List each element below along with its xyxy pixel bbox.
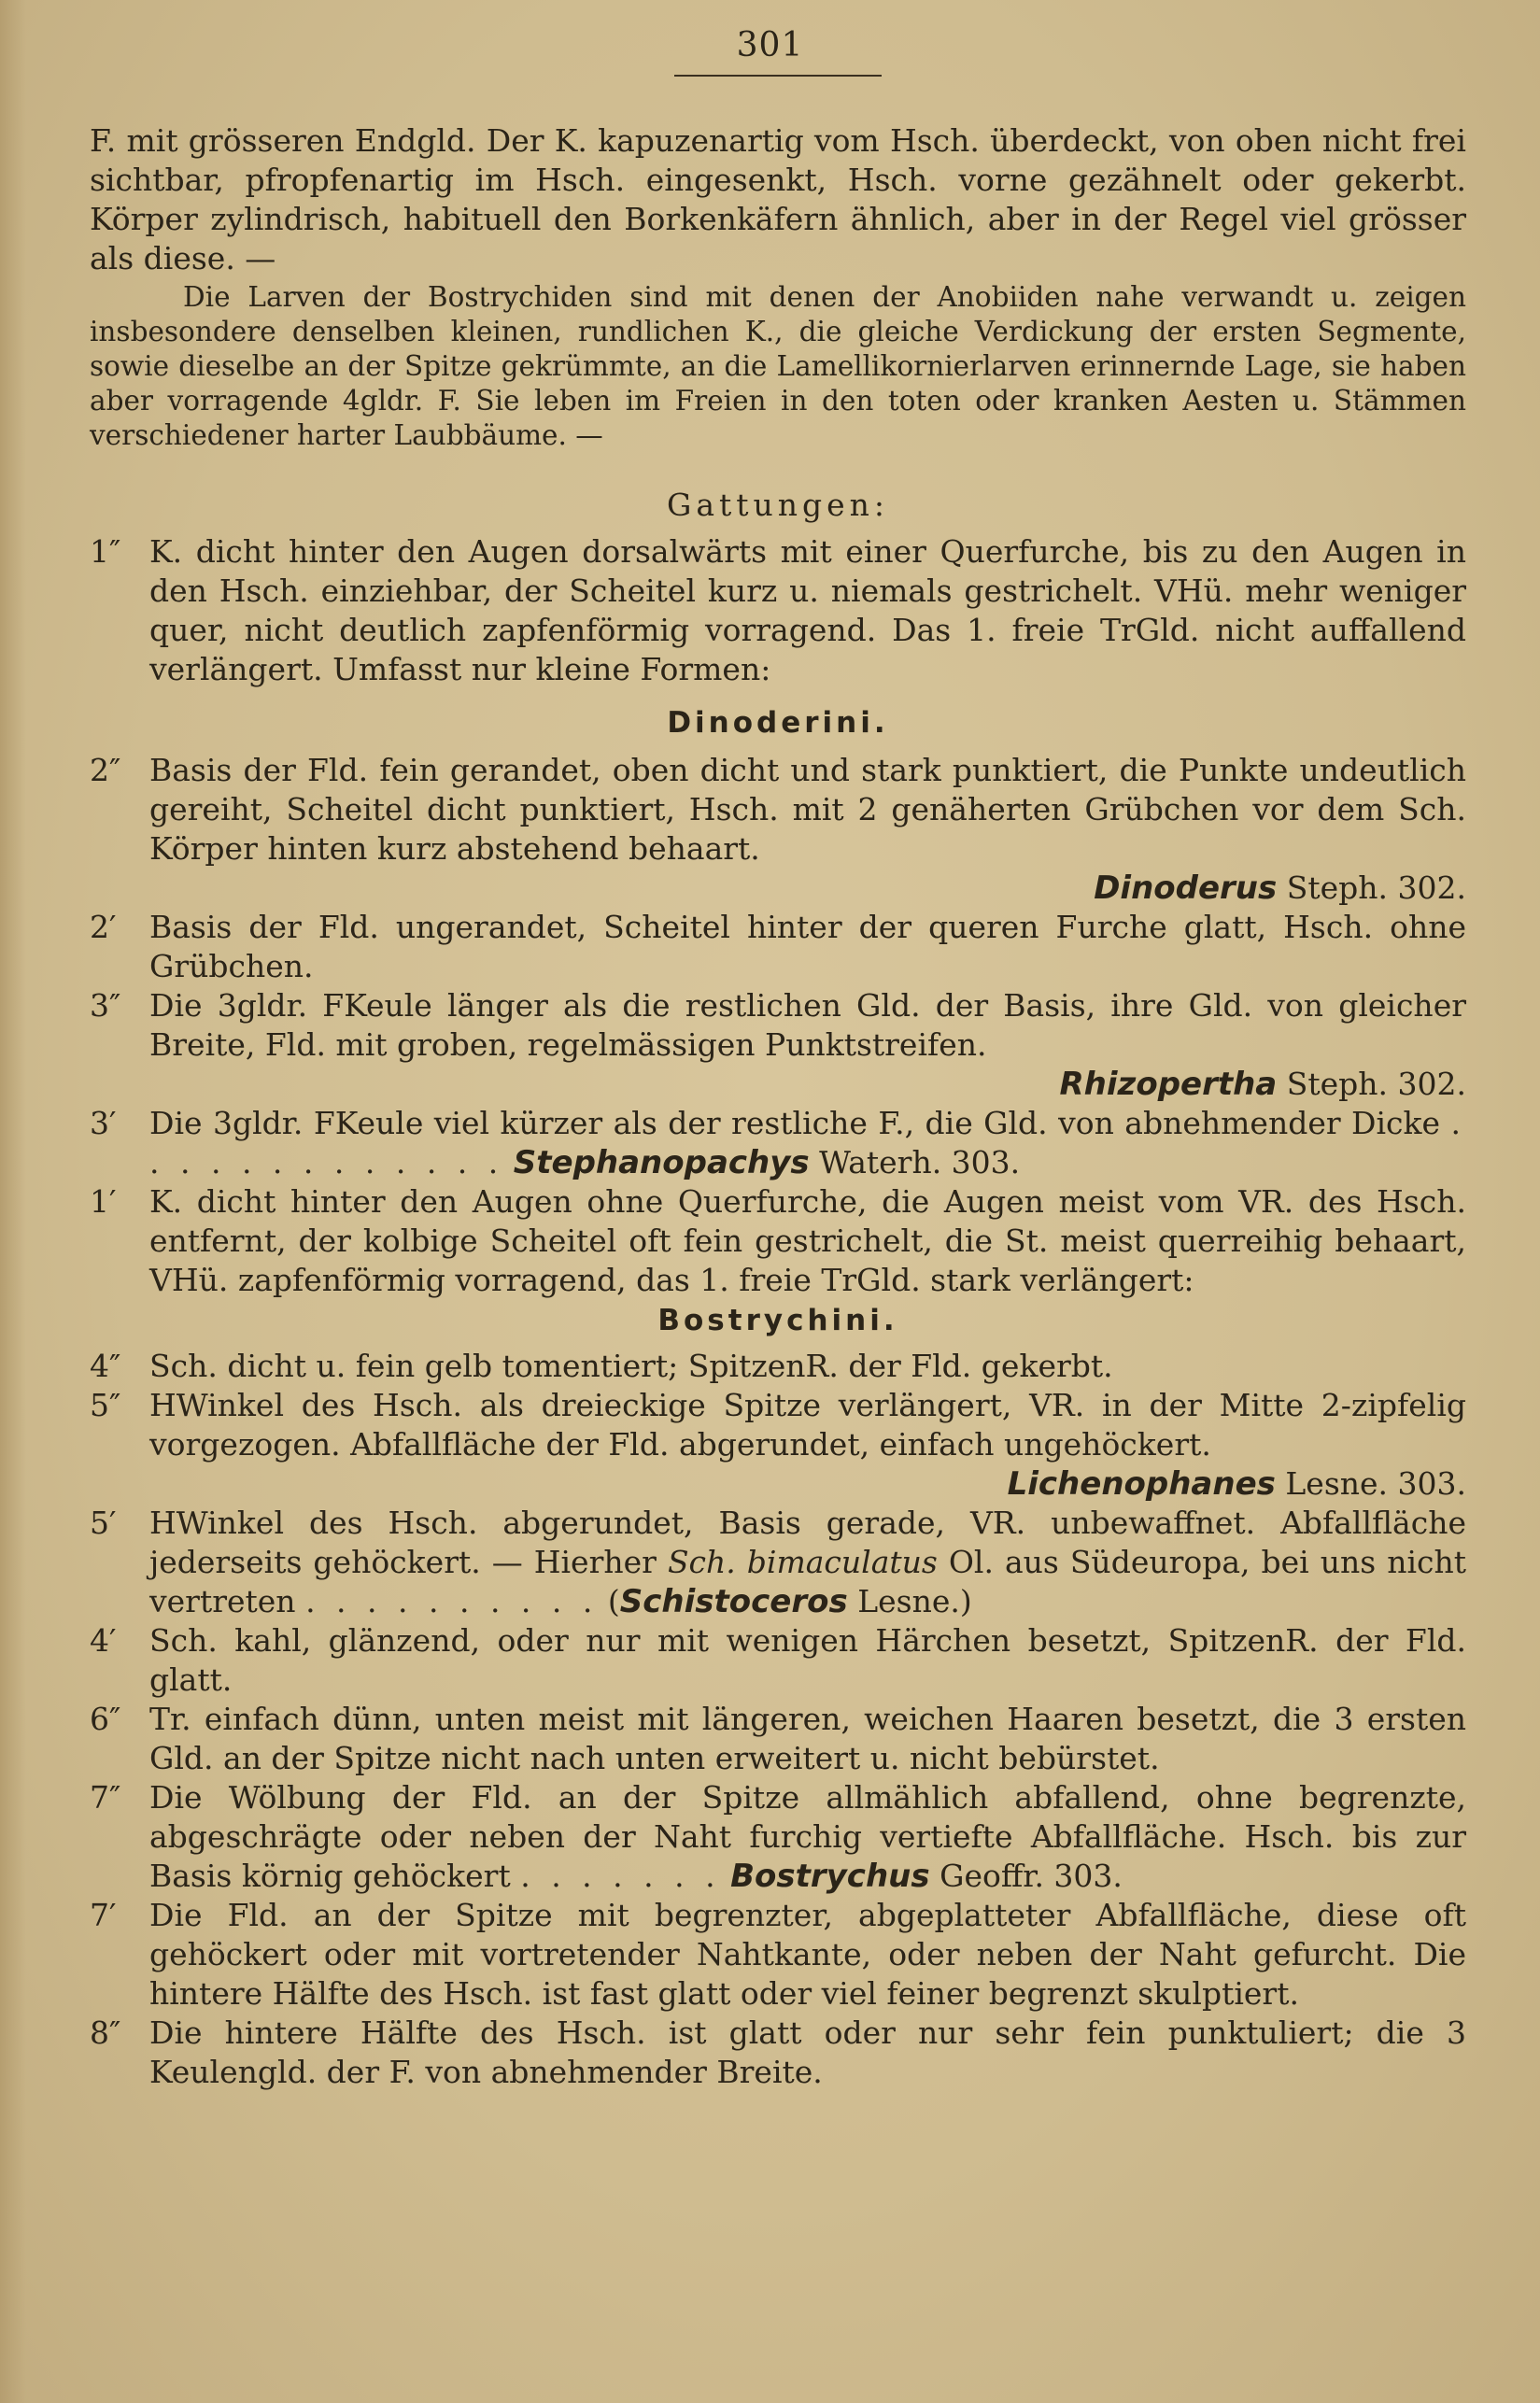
key-entry-4a xyxy=(90,1347,1466,1386)
genus-name: Stephanopachys xyxy=(513,1144,810,1181)
page-number: 301 xyxy=(736,26,804,64)
page-edge-shadow xyxy=(0,0,26,2403)
leader-dots: . . . . . . . xyxy=(520,1858,721,1894)
genus-author: Geoffr. 303. xyxy=(940,1858,1123,1894)
key-number: 8″ xyxy=(90,2014,121,2051)
key-number: 2″ xyxy=(90,752,121,788)
genus-name: Bostrychus xyxy=(730,1858,930,1895)
key-number: 7″ xyxy=(90,1779,121,1816)
gattungen-heading: Gattungen: xyxy=(666,487,890,523)
key-text: Die 3gldr. FKeule länger als die restlichen Gld. der Basis, ihre Gld. von gleicher Breite, Fld. mit groben, regelmässigen Punktstreifen. xyxy=(149,987,1466,1063)
key-text xyxy=(149,1504,1466,1621)
key-number: 7′ xyxy=(90,1897,117,1933)
genus-name: Rhizopertha xyxy=(1059,1066,1278,1103)
tribe-heading-dinoderini: Dinoderini. xyxy=(667,706,889,740)
page-content xyxy=(90,121,1466,2092)
key-number: 1′ xyxy=(90,1183,117,1220)
genus-author: Steph. 302. xyxy=(1286,1066,1466,1102)
key-number: 3′ xyxy=(90,1105,117,1141)
page-header xyxy=(0,26,1540,64)
key-text-part: Die 3gldr. FKeule viel kürzer als der restliche F., die Gld. von abnehmender Dicke xyxy=(149,1105,1441,1141)
key-text xyxy=(149,1104,1466,1182)
open-paren: ( xyxy=(607,1583,620,1619)
key-text-part: HWinkel des Hsch. abgerundet, Basis gerade, VR. unbewaffnet. Abfallfläche jederseits gehöckert. — Hierher xyxy=(149,1505,1466,1580)
genus-author: Lesne. 303. xyxy=(1285,1465,1466,1502)
leader-dots: . . . . . . . . . . . . . xyxy=(149,1105,1467,1180)
genus-name: Schistoceros xyxy=(619,1583,848,1620)
key-text: Tr. einfach dünn, unten meist mit längeren, weichen Haaren besetzt, die 3 ersten Gld. an der Spitze nicht nach unten erweitert u. nicht bebürstet. xyxy=(149,1701,1466,1776)
key-text: Sch. dicht u. fein gelb tomentiert; SpitzenR. der Fld. gekerbt. xyxy=(149,1348,1113,1384)
key-text: K. dicht hinter den Augen ohne Querfurche, die Augen meist vom VR. des Hsch. entfernt, der kolbige Scheitel oft fein gestrichelt, die St. meist querreihig behaart, VHü. zapfenförmig vorragend, das 1. freie TrGld. stark verlängert: xyxy=(149,1183,1466,1298)
intro-paragraph: F. mit grösseren Endgld. Der K. kapuzenartig vom Hsch. überdeckt, von oben nicht frei sichtbar, pfropfenartig im Hsch. eingesenkt, Hsch. vorne gezähnelt oder gekerbt. Körper zylindrisch, habituell den Borkenkäfern ähnlich, aber in der Regel viel grösser als diese. — xyxy=(90,122,1466,276)
leader-dots: . . . . . . . . . . xyxy=(305,1583,599,1619)
key-entry-7b xyxy=(90,1896,1466,2014)
larvae-paragraph: Die Larven der Bostrychiden sind mit denen der Anobiiden nahe verwandt u. zeigen insbesondere denselben kleinen, rundlichen K., die gleiche Verdickung der ersten Segmente, sowie dieselbe an der Spitze gekrümmte, an die Lamellikornierlarven erinnernde Lage, sie haben aber vorragende 4gldr. F. Sie leben im Freien in den toten oder kranken Aesten u. Stämmen verschiedener harter Laubbäume. — xyxy=(90,281,1466,451)
key-number: 2′ xyxy=(90,909,117,945)
key-number: 4′ xyxy=(90,1622,117,1659)
key-entry-1a xyxy=(90,532,1466,689)
key-entry-5b xyxy=(90,1504,1466,1621)
key-text: Die Fld. an der Spitze mit begrenzter, abgeplatteter Abfallfläche, diese oft gehöckert oder mit vortretender Nahtkante, oder neben der Naht gefurcht. Die hintere Hälfte des Hsch. ist fast glatt oder viel feiner begrenzt skulptiert. xyxy=(149,1897,1466,2012)
key-entry-5a xyxy=(90,1386,1466,1504)
key-text: Die hintere Hälfte des Hsch. ist glatt oder nur sehr fein punktuliert; die 3 Keulengld. der F. von abnehmender Breite. xyxy=(149,2014,1466,2090)
genus-name: Dinoderus xyxy=(1094,869,1278,907)
genus-line xyxy=(149,1464,1466,1504)
key-entry-8a xyxy=(90,2014,1466,2092)
key-entry-3b xyxy=(90,1104,1466,1182)
key-entry-2a xyxy=(90,751,1466,908)
key-entry-6a xyxy=(90,1700,1466,1778)
tribe-heading-bostrychini: Bostrychini. xyxy=(657,1304,898,1337)
genus-line xyxy=(149,869,1466,908)
key-number: 4″ xyxy=(90,1348,121,1384)
key-text xyxy=(149,1778,1466,1896)
key-entry-7a xyxy=(90,1778,1466,1896)
genus-author: Steph. 302. xyxy=(1286,869,1466,906)
key-entry-4b xyxy=(90,1621,1466,1700)
key-entry-3a xyxy=(90,986,1466,1104)
key-text-part: Die Wölbung der Fld. an der Spitze allmählich abfallend, ohne begrenzte, abgeschrägte oder neben der Naht furchig vertiefte Abfallfläche. Hsch. bis zur Basis körnig gehöckert xyxy=(149,1779,1466,1894)
genus-line xyxy=(149,1065,1466,1104)
key-text: K. dicht hinter den Augen dorsalwärts mit einer Querfurche, bis zu den Augen in den Hsch. einziehbar, der Scheitel kurz u. niemals gestrichelt. VHü. mehr weniger quer, nicht deutlich zapfenförmig vorragend. Das 1. freie TrGld. nicht auffallend verlängert. Umfasst nur kleine Formen: xyxy=(149,533,1466,687)
key-text: Sch. kahl, glänzend, oder nur mit wenigen Härchen besetzt, SpitzenR. der Fld. glatt. xyxy=(149,1622,1466,1698)
genus-author: Waterh. 303. xyxy=(819,1144,1021,1180)
genus-author: Lesne.) xyxy=(857,1583,972,1619)
key-number: 3″ xyxy=(90,987,121,1024)
key-entry-1b xyxy=(90,1182,1466,1300)
key-text-part: Ol. aus Südeuropa, bei uns nicht vertreten xyxy=(149,1544,1466,1619)
key-number: 1″ xyxy=(90,533,121,570)
key-number: 5′ xyxy=(90,1505,117,1541)
species-name: Sch. bimaculatus xyxy=(667,1544,938,1580)
key-text: Basis der Fld. ungerandet, Scheitel hinter der queren Furche glatt, Hsch. ohne Grübchen. xyxy=(149,909,1466,984)
header-rule xyxy=(674,75,882,77)
genus-name: Lichenophanes xyxy=(1007,1465,1276,1503)
key-number: 5″ xyxy=(90,1387,121,1423)
key-entry-2b xyxy=(90,908,1466,986)
key-text: HWinkel des Hsch. als dreieckige Spitze verlängert, VR. in der Mitte 2-zipfelig vorgezogen. Abfallfläche der Fld. abgerundet, einfach ungehöckert. xyxy=(149,1387,1466,1463)
key-text: Basis der Fld. fein gerandet, oben dicht und stark punktiert, die Punkte undeutlich gereiht, Scheitel dicht punktiert, Hsch. mit 2 genäherten Grübchen vor dem Sch. Körper hinten kurz abstehend behaart. xyxy=(149,752,1466,867)
key-number: 6″ xyxy=(90,1701,121,1737)
